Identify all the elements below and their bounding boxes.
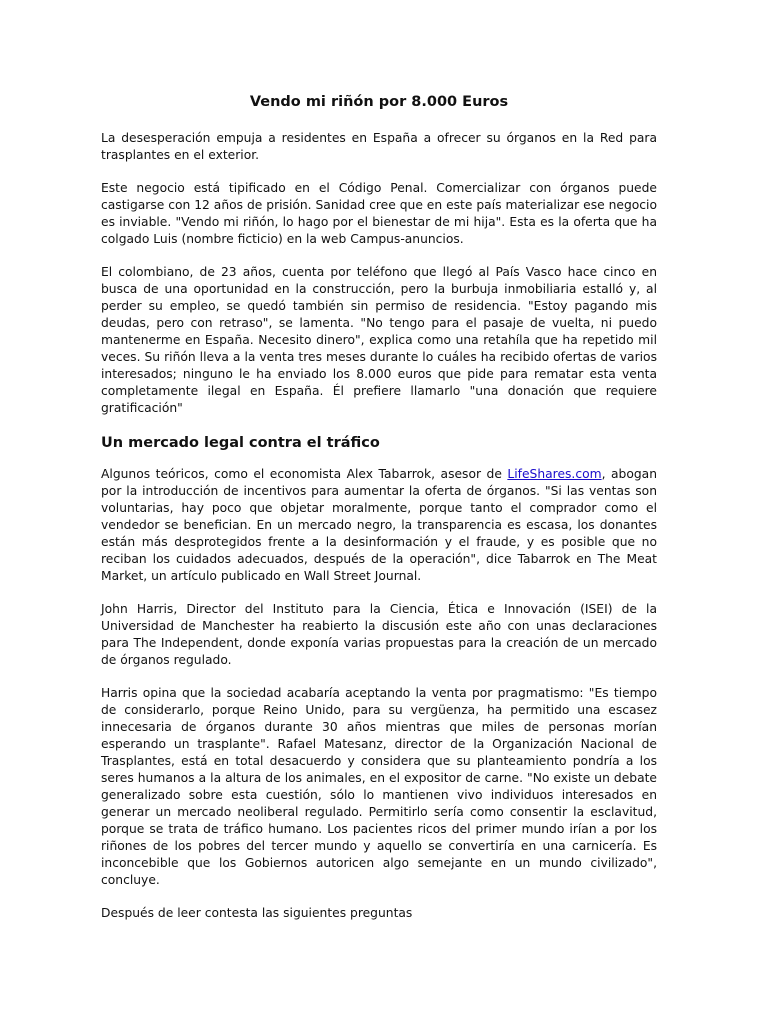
tabarrok-text-after: , abogan por la introducción de incentivos para aumentar la oferta de órganos. "Si las ventas son voluntarias, hay poco que objetar moralmente, porque tanto el comprador como el vendedor se benefician. En un mercado negro, la transparencia es escasa, los donantes están más desprotegidos frente a la desinformación y el fraude, y es posible que no reciban los cuidados adecuados, después de la operación", dice Tabarrok en The Meat Market, un artículo publicado en Wall Street Journal. xyxy=(101,467,657,583)
harris-paragraph: John Harris, Director del Instituto para la Ciencia, Ética e Innovación (ISEI) de la Universidad de Manchester ha reabierto la discusión este año con unas declaraciones para The Independent, donde exponía varias propuestas para la creación de un mercado de órganos regulado. xyxy=(101,602,657,667)
document-page xyxy=(101,92,657,938)
harris-opinion-paragraph: Harris opina que la sociedad acabaría aceptando la venta por pragmatismo: "Es tiempo de considerarlo, porque Reino Unido, para su vergüenza, ha permitido una escasez innecesaria de órganos durante 30 años mientras que miles de personas morían esperando un trasplante". Rafael Matesanz, director de la Organización Nacional de Trasplantes, está en total desacuerdo y considera que su planteamiento pondría a los seres humanos a la altura de los animales, en el expositor de carne. "No existe un debate generalizado sobre esta cuestión, sólo lo mantienen vivo individuos interesados en generar un mercado neoliberal regulado. Permitirlo sería como consentir la esclavitud, porque se trata de tráfico humano. Los pacientes ricos del primer mundo irían a por los riñones de los pobres del tercer mundo y aquello se convertiría en una carnicería. Es inconcebible que los Gobiernos autoricen algo semejante en un mundo civilizado", concluye. xyxy=(101,686,657,887)
colombian-story-paragraph: El colombiano, de 23 años, cuenta por teléfono que llegó al País Vasco hace cinco en busca de una oportunidad en la construcción, pero la burbuja inmobiliaria estalló y, al perder su empleo, se quedó también sin permiso de residencia. "Estoy pagando mis deudas, pero con retraso", se lamenta. "No tengo para el pasaje de vuelta, ni puedo mantenerme en España. Necesito dinero", explica como una retahíla que ha repetido mil veces. Su riñón lleva a la venta tres meses durante lo cuáles ha recibido ofertas de varios interesados; ninguno le ha enviado los 8.000 euros que pide para rematar esta venta completamente ilegal en España. Él prefiere llamarlo "una donación que requiere gratificación" xyxy=(101,265,657,415)
penal-code-paragraph: Este negocio está tipificado en el Código Penal. Comercializar con órganos puede castigarse con 12 años de prisión. Sanidad cree que en este país materializar ese negocio es inviable. "Vendo mi riñón, lo hago por el bienestar de mi hija". Esta es la oferta que ha colgado Luis (nombre ficticio) en la web Campus-anuncios. xyxy=(101,181,657,246)
tabarrok-text-before: Algunos teóricos, como el economista Alex Tabarrok, asesor de xyxy=(101,467,508,481)
closing-line: Después de leer contesta las siguientes preguntas xyxy=(101,906,413,920)
section-heading: Un mercado legal contra el tráfico xyxy=(101,435,380,451)
lifeshares-link[interactable]: LifeShares.com xyxy=(507,467,602,481)
intro-paragraph: La desesperación empuja a residentes en España a ofrecer su órganos en la Red para trasplantes en el exterior. xyxy=(101,131,657,162)
document-title: Vendo mi riñón por 8.000 Euros xyxy=(249,94,509,110)
tabarrok-paragraph xyxy=(101,466,657,585)
